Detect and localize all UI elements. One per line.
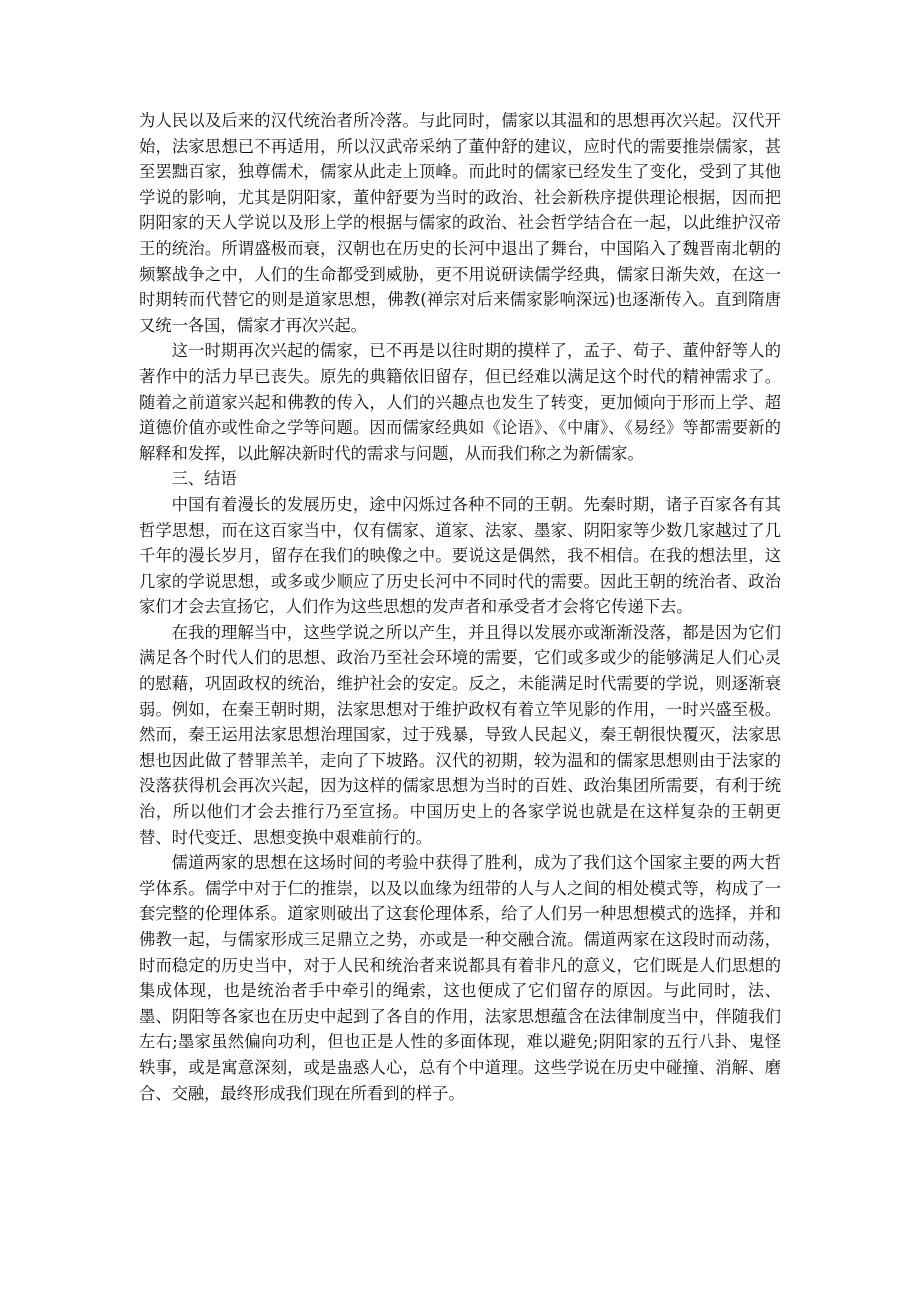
paragraph: 在我的理解当中，这些学说之所以产生，并且得以发展亦或渐渐没落，都是因为它们满足各个时代人们的思想、政治乃至社会环境的需要，它们或多或少的能够满足人们心灵的慰藉，巩固政权的统治，维护社会的安定。反之，未能满足时代需要的学说，则逐渐衰弱。例如，在秦王朝时期，法家思想对于维护政权有着立竿见影的作用，一时兴盛至极。然而，秦王运用法家思想治理国家，过于残暴，导致人民起义，秦王朝很快覆灭，法家思想也因此做了替罪羔羊，走向了下坡路。汉代的初期，较为温和的儒家思想则由于法家的没落获得机会再次兴起，因为这样的儒家思想为当时的百姓、政治集团所需要，有利于统治，所以他们才会去推行乃至宣扬。中国历史上的各家学说也就是在这样复杂的王朝更替、时代变迁、思想变换中艰难前行的。 (139, 622, 781, 847)
paragraph: 儒道两家的思想在这场时间的考验中获得了胜利，成为了我们这个国家主要的两大哲学体系。儒学中对于仁的推崇，以及以血缘为纽带的人与人之间的相处模式等，构成了一套完整的伦理体系。道家则破出了这套伦理体系，给了人们另一种思想模式的选择，并和佛教一起，与儒家形成三足鼎立之势，亦或是一种交融合流。儒道两家在这段时而动荡，时而稳定的历史当中，对于人民和统治者来说都具有着非凡的意义，它们既是人们思想的集成体现，也是统治者手中牵引的绳索，这也便成了它们留存的原因。与此同时，法、墨、阴阳等各家也在历史中起到了各自的作用，法家思想蕴含在法律制度当中，伴随我们左右;墨家虽然偏向功利，但也正是人性的多面体现，难以避免;阴阳家的五行八卦、鬼怪轶事，或是寓意深刻，或是蛊惑人心，总有个中道理。这些学说在历史中碰撞、消解、磨合、交融，最终形成我们现在所看到的样子。 (139, 853, 781, 1103)
paragraph: 这一时期再次兴起的儒家，已不再是以往时期的摸样了，孟子、荀子、董仲舒等人的著作中的活力早已丧失。原先的典籍依旧留存，但已经难以满足这个时代的精神需求了。随着之前道家兴起和佛教的传入，人们的兴趣点也发生了转变，更加倾向于形而上学、超道德价值亦或性命之学等问题。因而儒家经典如《论语》、《中庸》、《易经》等都需要新的解释和发挥，以此解决新时代的需求与问题，从而我们称之为新儒家。 (139, 341, 781, 463)
paragraph: 中国有着漫长的发展历史，途中闪烁过各种不同的王朝。先秦时期，诸子百家各有其哲学思想，而在这百家当中，仅有儒家、道家、法家、墨家、阴阳家等少数几家越过了几千年的漫长岁月，留存在我们的映像之中。要说这是偶然，我不相信。在我的想法里，这几家的学说思想，或多或少顺应了历史长河中不同时代的需要。因此王朝的统治者、政治家们才会去宣扬它，人们作为这些思想的发声者和承受者才会将它传递下去。 (139, 494, 781, 617)
section-heading-conclusion: 三、结语 (171, 469, 237, 489)
document-body (139, 108, 781, 1106)
paragraph-continued: 为人民以及后来的汉代统治者所冷落。与此同时，儒家以其温和的思想再次兴起。汉代开始，法家思想已不再适用，所以汉武帝采纳了董仲舒的建议，应时代的需要推崇儒家，甚至罢黜百家，独尊儒术，儒家从此走上顶峰。而此时的儒家已经发生了变化，受到了其他学说的影响，尤其是阴阳家，董仲舒要为当时的政治、社会新秩序提供理论根据，因而把阴阳家的天人学说以及形上学的根据与儒家的政治、社会哲学结合在一起，以此维护汉帝王的统治。所谓盛极而衰，汉朝也在历史的长河中退出了舞台，中国陷入了魏晋南北朝的频繁战争之中，人们的生命都受到威胁，更不用说研读儒学经典，儒家日渐失效，在这一时期转而代替它的则是道家思想，佛教(禅宗对后来儒家影响深远)也逐渐传入。直到隋唐又统一各国，儒家才再次兴起。 (139, 111, 781, 335)
